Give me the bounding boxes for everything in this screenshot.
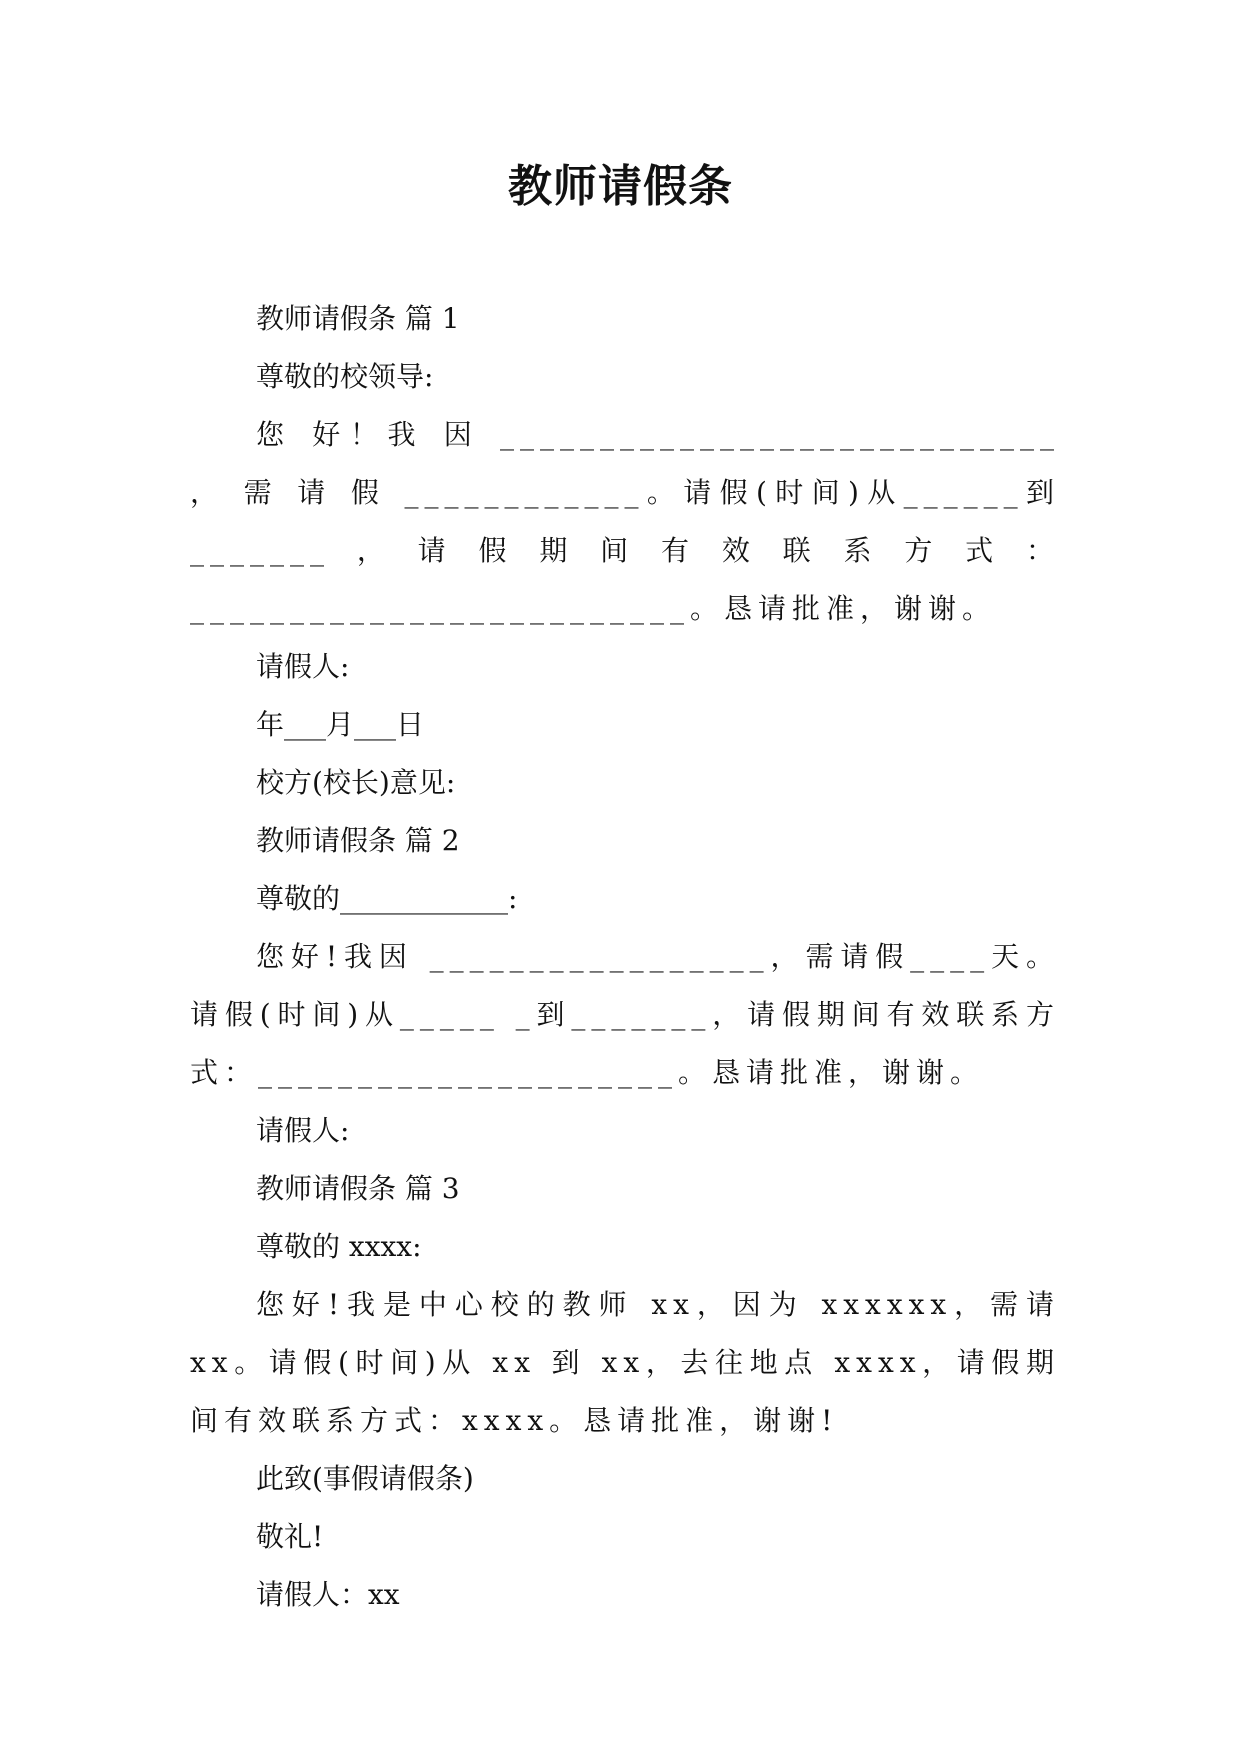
section-3-closing-2: 敬礼! — [256, 1520, 324, 1553]
section-3-body: 您好!我是中心校的教师 xx，因为 xxxxxx，需请 xx。请假(时间)从 xx 到 xx，去往地点 xxxx，请假期间有效联系方式：xxxx。恳请批准，谢谢! — [190, 1288, 1060, 1437]
section-2-salutation: 尊敬的____________: — [256, 882, 518, 915]
section-2-applicant: 请假人: — [256, 1114, 350, 1147]
section-1-heading: 教师请假条 篇 1 — [256, 302, 460, 335]
section-3-closing-1: 此致(事假请假条) — [256, 1462, 474, 1495]
section-3-heading: 教师请假条 篇 3 — [256, 1172, 460, 1205]
section-1-opinion: 校方(校长)意见: — [256, 766, 456, 799]
section-1-date: 年___月___日 — [256, 708, 425, 741]
section-2-body: 您好!我因 _________________，需请假____天。请假(时间)从_____ _到_______，请假期间有效联系方式：_____________________。恳请批准，谢谢。 — [190, 940, 1060, 1089]
section-2-heading: 教师请假条 篇 2 — [256, 824, 460, 857]
section-1-body: 您 好！我 因 ____________________________ ， 需 请 假 ____________。请假(时间)从______到_______，请假期间有效联系方式：_________________________。恳请批准，谢谢。 — [190, 418, 1060, 625]
section-1-salutation: 尊敬的校领导: — [256, 360, 434, 393]
section-1-applicant: 请假人: — [256, 650, 350, 683]
section-3-salutation: 尊敬的 xxxx: — [256, 1230, 422, 1263]
document-title: 教师请假条 — [508, 161, 733, 212]
section-3-applicant: 请假人：xx — [256, 1578, 400, 1611]
document-body — [190, 290, 1060, 1624]
